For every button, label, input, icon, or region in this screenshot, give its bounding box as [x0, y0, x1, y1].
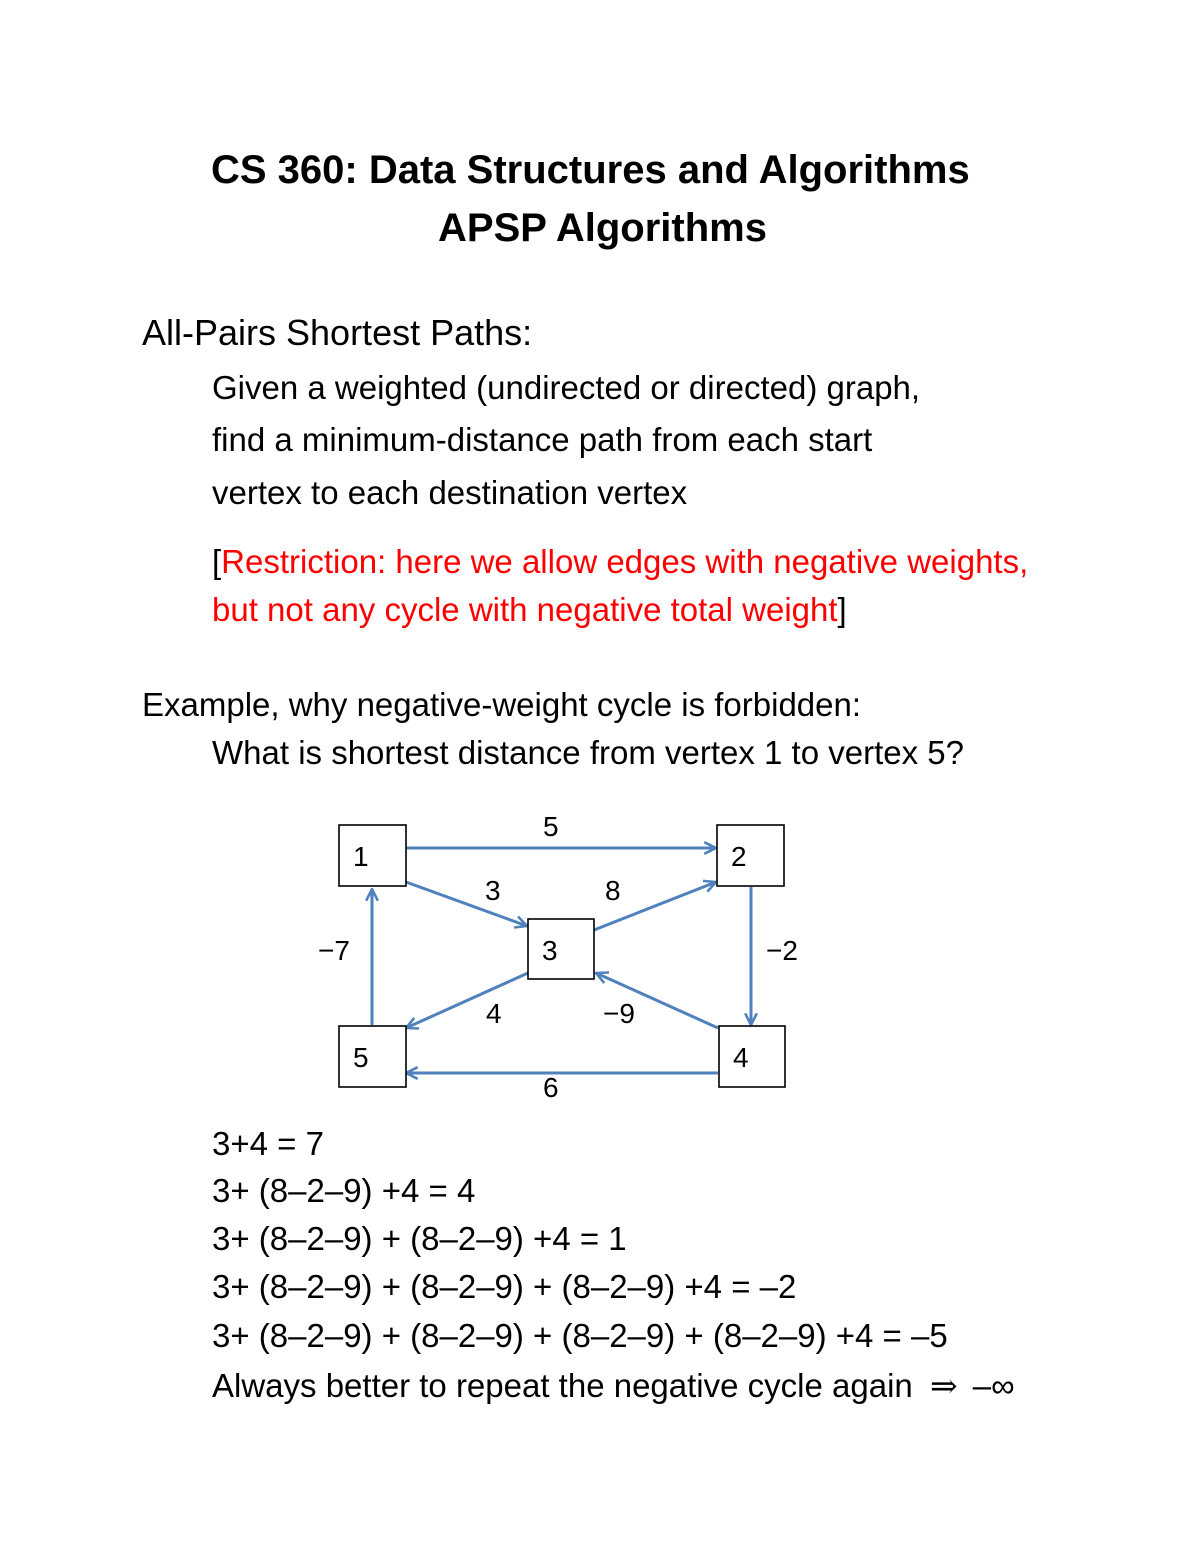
calculation-line: 3+ (8–2–9) +4 = 4	[212, 1172, 476, 1209]
weight-1-2: 5	[543, 811, 559, 842]
vertex-4-box	[719, 1026, 785, 1087]
implies-symbol: ⇒	[929, 1366, 958, 1405]
section-heading: All-Pairs Shortest Paths:	[142, 312, 533, 353]
restriction-line: Restriction: here we allow edges with negative weights,	[221, 543, 1029, 580]
weight-5-1: −7	[318, 935, 350, 966]
vertex-4-label: 4	[733, 1042, 749, 1073]
restriction-line: but not any cycle with negative total weight	[212, 591, 838, 628]
page-subtitle: APSP Algorithms	[438, 206, 767, 250]
close-bracket: ]	[837, 591, 847, 628]
vertex-2-box	[717, 825, 784, 886]
calculation-line: 3+4 = 7	[212, 1125, 324, 1162]
vertex-3-label: 3	[542, 935, 558, 966]
calculation-line: 3+ (8–2–9) + (8–2–9) + (8–2–9) + (8–2–9) +4 = –5	[212, 1317, 948, 1354]
weight-4-3: −9	[603, 998, 635, 1029]
edge-3-5	[406, 973, 528, 1028]
definition-line: find a minimum-distance path from each start	[212, 421, 873, 458]
definition-line: vertex to each destination vertex	[212, 474, 688, 511]
conclusion-text: Always better to repeat the negative cycle again	[212, 1367, 913, 1404]
calculation-line: 3+ (8–2–9) + (8–2–9) + (8–2–9) +4 = –2	[212, 1268, 797, 1305]
vertex-3-box	[528, 919, 594, 979]
conclusion-result: –∞	[972, 1367, 1015, 1404]
weight-3-2: 8	[605, 875, 621, 906]
weight-3-5: 4	[486, 998, 502, 1029]
example-intro: Example, why negative-weight cycle is forbidden:	[142, 686, 862, 723]
conclusion-line	[212, 1366, 1015, 1405]
open-bracket: [	[212, 543, 222, 580]
edge-1-3	[406, 882, 527, 926]
vertex-1-label: 1	[353, 841, 369, 872]
example-question: What is shortest distance from vertex 1 to vertex 5?	[212, 734, 964, 771]
vertex-1-box	[339, 825, 406, 886]
vertex-5-label: 5	[353, 1042, 369, 1073]
vertex-5-box	[339, 1026, 406, 1087]
page-title: CS 360: Data Structures and Algorithms	[211, 148, 970, 192]
calculation-line: 3+ (8–2–9) + (8–2–9) +4 = 1	[212, 1220, 627, 1257]
weight-1-3: 3	[485, 875, 501, 906]
vertex-2-label: 2	[731, 841, 747, 872]
weight-4-5: 6	[543, 1072, 559, 1103]
weight-2-4: −2	[766, 935, 798, 966]
definition-line: Given a weighted (undirected or directed) graph,	[212, 369, 921, 406]
